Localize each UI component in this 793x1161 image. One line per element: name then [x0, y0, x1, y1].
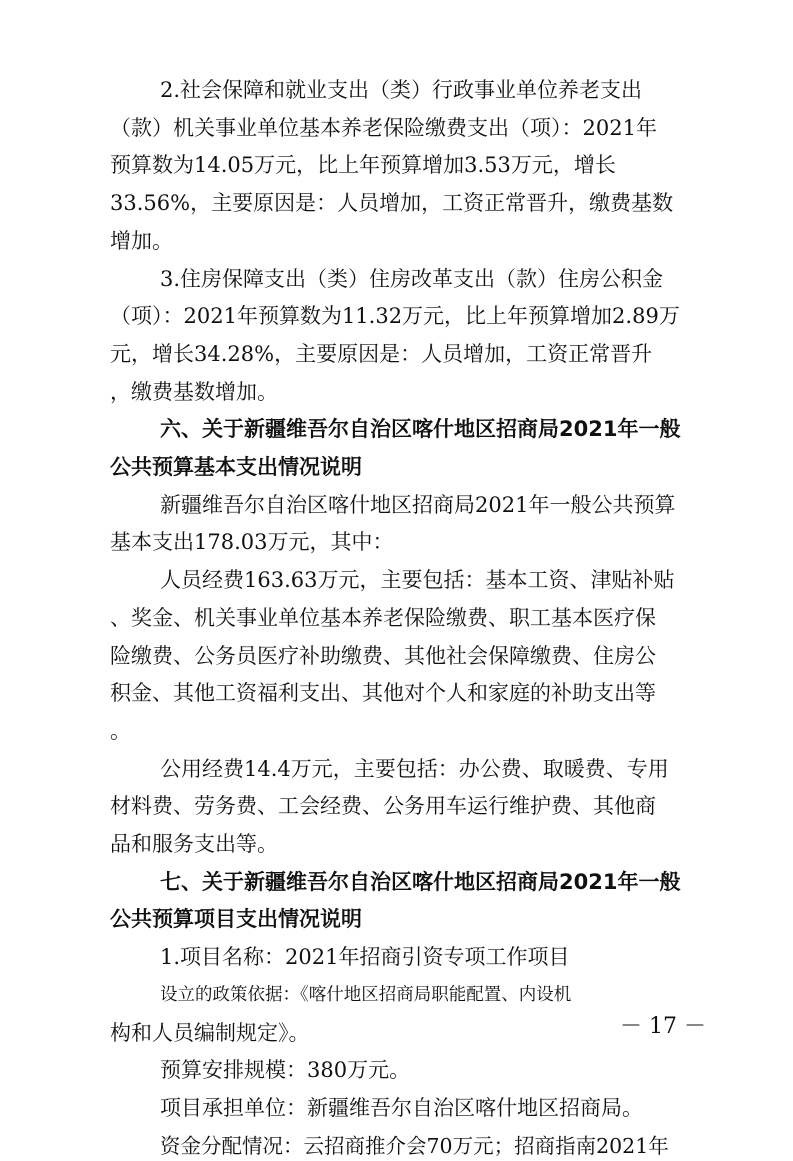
paragraph-line: 险缴费、公务员医疗补助缴费、其他社会保障缴费、住房公: [110, 643, 656, 668]
paragraph-line: 项目承担单位：新疆维吾尔自治区喀什地区招商局。: [160, 1095, 643, 1120]
paragraph-line: 。: [110, 718, 131, 743]
paragraph-line: 人员经费163.63万元，主要包括：基本工资、津贴补贴: [160, 568, 675, 593]
paragraph-line: 、奖金、机关事业单位基本养老保险缴费、职工基本医疗保: [110, 605, 656, 630]
paragraph-line: 预算安排规模：380万元。: [160, 1058, 411, 1083]
paragraph-line: 资金分配情况：云招商推介会70万元；招商指南2021年: [160, 1133, 669, 1158]
paragraph-line: ，缴费基数增加。: [110, 379, 278, 404]
paragraph-line: 2.社会保障和就业支出（类）行政事业单位养老支出: [160, 78, 643, 102]
paragraph-line: 预算数为14.05万元，比上年预算增加3.53万元，增长: [110, 153, 616, 178]
paragraph-line: 构和人员编制规定》。: [110, 1020, 310, 1045]
paragraph-line: 3.住房保障支出（类）住房改革支出（款）住房公积金: [160, 266, 664, 291]
paragraph-line: 设立的政策依据：《喀什地区招商局职能配置、内设机: [160, 984, 572, 1005]
paragraph-line: 公用经费14.4万元，主要包括：办公费、取暖费、专用: [160, 756, 669, 781]
paragraph-line: 材料费、劳务费、工会经费、公务用车运行维护费、其他商: [110, 794, 656, 819]
paragraph-line: 品和服务支出等。: [110, 832, 278, 856]
paragraph-line: 积金、其他工资福利支出、其他对个人和家庭的补助支出等: [110, 681, 656, 706]
paragraph-line: 基本支出178.03万元，其中：: [110, 530, 394, 555]
paragraph-line: 新疆维吾尔自治区喀什地区招商局2021年一般公共预算: [160, 492, 676, 517]
page-number: － 17 －: [620, 1014, 706, 1039]
paragraph-line: 增加。: [110, 228, 173, 253]
paragraph-line: （项）：2021年预算数为11.32万元，比上年预算增加2.89万: [110, 304, 680, 329]
paragraph-line: 元，增长34.28%，主要原因是：人员增加，工资正常晋升: [110, 341, 653, 366]
paragraph-line: 33.56%，主要原因是：人员增加，工资正常晋升，缴费基数: [110, 191, 674, 216]
section-heading: 七、关于新疆维吾尔自治区喀什地区招商局2021年一般: [160, 869, 681, 894]
paragraph-line: 1.项目名称：2021年招商引资专项工作项目: [160, 945, 570, 970]
paragraph-line: （款）机关事业单位基本养老保险缴费支出（项）：2021年: [110, 115, 657, 140]
section-heading: 公共预算项目支出情况说明: [110, 907, 362, 932]
section-heading: 公共预算基本支出情况说明: [110, 455, 362, 479]
section-heading: 六、关于新疆维吾尔自治区喀什地区招商局2021年一般: [160, 417, 681, 442]
